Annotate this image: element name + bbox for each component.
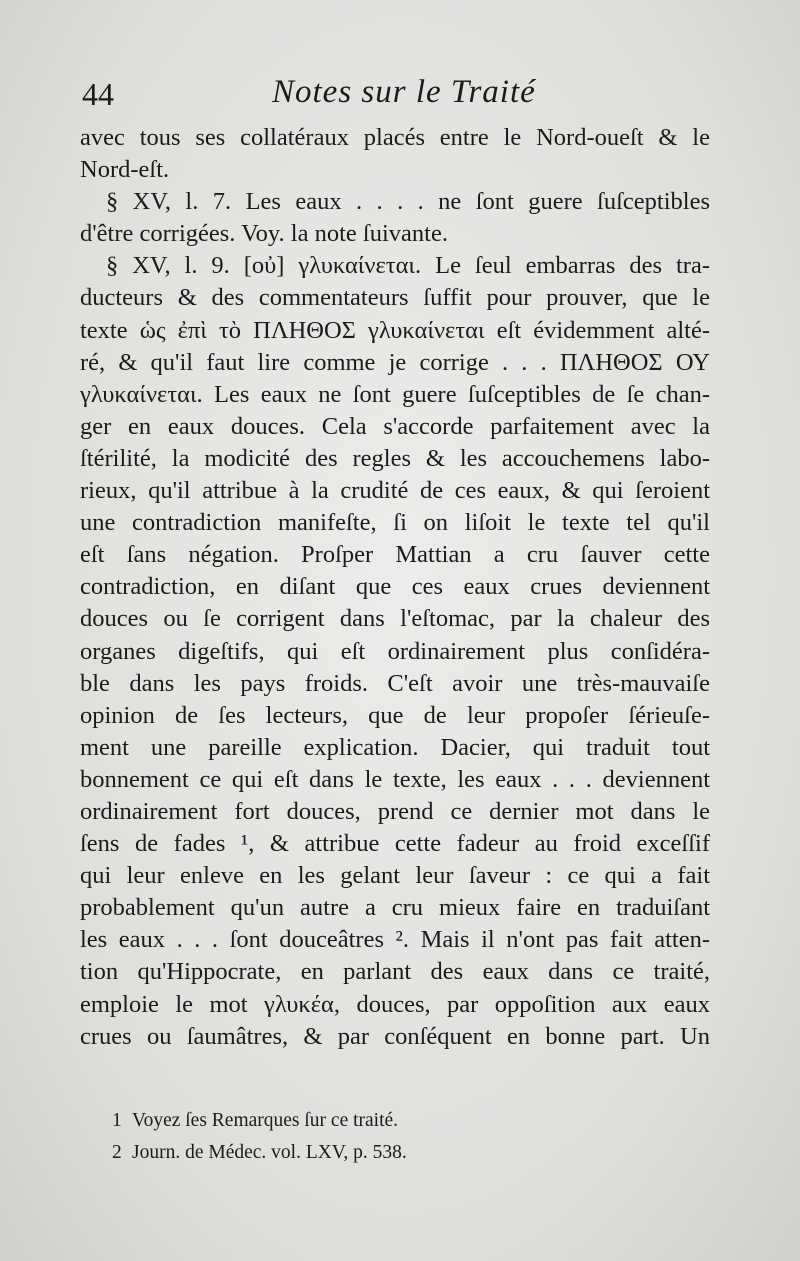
text-line: ble dans les pays froids. C'eſt avoir une très-mauvaiſe [80,669,710,697]
text-line: ordinairement fort douces, prend ce dernier mot dans le [80,797,710,825]
text-line: d'être corrigées. Voy. la note ſuivante. [80,220,448,248]
text-line: ſtérilité, la modicité des regles & les accouchemens labo- [80,444,710,472]
text-line: bonnement ce qui eſt dans le texte, les eaux . . . deviennent [80,765,710,793]
page-number: 44 [82,76,114,112]
text-line: § XV, l. 9. [οὐ] γλυκαίνεται. Le ſeul embarras des tra- [106,252,710,280]
text-line: crues ou ſaumâtres, & par conſéquent en bonne part. Un [80,1022,710,1050]
footnote-number: 1 [112,1110,122,1131]
text-line: eſt ſans négation. Proſper Mattian a cru ſauver cette [80,541,710,569]
page-header [82,72,722,122]
text-line: avec tous ses collatéraux placés entre le Nord-oueſt & le [80,124,710,151]
text-line: § XV, l. 7. Les eaux . . . . ne ſont guere ſuſceptibles [106,188,710,216]
text-line: rieux, qu'il attribue à la crudité de ces eaux, & qui ſeroient [80,477,710,505]
text-line: emploie le mot γλυκέα, douces, par oppoſition aux eaux [80,990,710,1018]
text-line: les eaux . . . ſont douceâtres ². Mais il n'ont pas fait atten- [80,926,710,954]
text-line: ducteurs & des commentateurs ſuffit pour prouver, que le [80,284,710,312]
text-line: douces ou ſe corrigent dans l'eſtomac, par la chaleur des [80,605,710,633]
text-line: probablement qu'un autre a cru mieux faire en traduiſant [80,894,710,922]
text-line: texte ὡς ἐπὶ τὸ ΠΛΗΘΟΣ γλυκαίνεται eſt évidemment alté- [80,316,710,344]
body-text [80,122,710,1053]
text-line: organes digeſtifs, qui eſt ordinairement plus conſidéra- [80,637,710,665]
text-line: contradiction, en diſant que ces eaux crues deviennent [80,573,710,601]
text-line: qui leur enleve en les gelant leur ſaveur : ce qui a fait [80,862,710,890]
text-line: γλυκαίνεται. Les eaux ne ſont guere ſuſceptibles de ſe chan- [80,380,710,408]
text-line: ment une pareille explication. Dacier, qui traduit tout [80,733,710,761]
footnote-text: Voyez ſes Remarques ſur ce traité. [132,1110,399,1131]
text-line: Nord-eſt. [80,156,170,184]
text-line: ger en eaux douces. Cela s'accorde parfaitement avec la [80,412,710,440]
text-line: opinion de ſes lecteurs, que de leur propoſer ſérieuſe- [80,701,710,729]
text-line: ré, & qu'il faut lire comme je corrige . . . ΠΛΗΘΟΣ ΟΥ [80,348,710,376]
footnote-number: 2 [112,1142,122,1163]
footnotes [112,1105,532,1169]
text-line: ſens de fades ¹, & attribue cette fadeur au froid exceſſif [80,830,710,858]
footnote-text: Journ. de Médec. vol. LXV, p. 538. [132,1142,407,1163]
footnote-1 [112,1105,532,1137]
text-line: tion qu'Hippocrate, en parlant des eaux dans ce traité, [80,958,710,986]
text-line: une contradiction manifeſte, ſi on liſoit le texte tel qu'il [80,509,710,537]
running-title: Notes sur le Traité [272,74,536,110]
footnote-2 [112,1137,532,1169]
